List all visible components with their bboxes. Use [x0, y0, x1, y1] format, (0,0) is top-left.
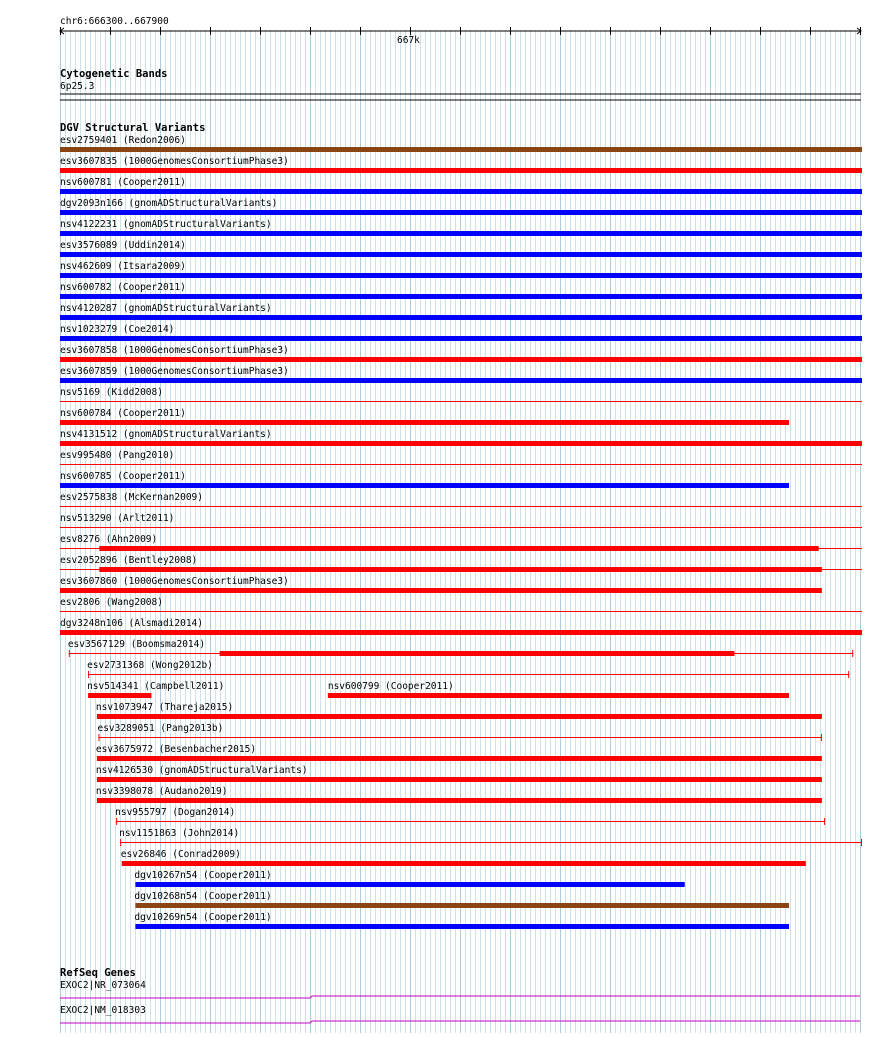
variant-bar[interactable]	[60, 336, 862, 341]
variant-label: nsv4126530 (gnomADStructuralVariants)	[95, 765, 308, 776]
variant-label: esv3675972 (Besenbacher2015)	[95, 744, 257, 755]
variant-label: esv995480 (Pang2010)	[60, 450, 175, 461]
variant-bar[interactable]	[88, 693, 151, 698]
variant-bar[interactable]	[60, 147, 862, 152]
variant-label: esv3607858 (1000GenomesConsortiumPhase3)	[60, 345, 289, 356]
variant-row[interactable]	[96, 765, 822, 782]
variant-label: esv3567129 (Boomsma2014)	[67, 639, 206, 650]
variant-row[interactable]	[60, 408, 789, 425]
variant-bar[interactable]	[60, 420, 789, 425]
variant-row[interactable]	[96, 702, 822, 719]
variant-bar[interactable]	[135, 924, 789, 929]
variant-bar[interactable]	[328, 693, 789, 698]
variant-row[interactable]	[134, 870, 684, 887]
variant-label: esv2052896 (Bentley2008)	[60, 555, 198, 566]
variant-label: esv3607860 (1000GenomesConsortiumPhase3)	[60, 576, 289, 587]
variant-label: dgv3248n106 (Alsmadi2014)	[60, 618, 203, 629]
variant-label: nsv4120287 (gnomADStructuralVariants)	[60, 303, 272, 314]
variant-bar[interactable]	[60, 378, 862, 383]
variant-label: nsv600799 (Cooper2011)	[327, 681, 454, 692]
variant-bar[interactable]	[97, 798, 822, 803]
variant-label: esv3607859 (1000GenomesConsortiumPhase3)	[60, 366, 289, 377]
variant-bar[interactable]	[60, 588, 822, 593]
variant-label: esv2731368 (Wong2012b)	[87, 660, 213, 671]
variant-label: esv3607835 (1000GenomesConsortiumPhase3)	[60, 156, 289, 167]
variant-label: nsv600785 (Cooper2011)	[60, 471, 186, 482]
ruler-range-label: chr6:666300..667900	[60, 16, 169, 27]
variant-row[interactable]	[121, 849, 806, 866]
gene-label: EXOC2|NR_073064	[60, 980, 146, 991]
variant-label: esv26846 (Conrad2009)	[120, 849, 241, 860]
variant-bar[interactable]	[60, 252, 862, 257]
variant-row[interactable]	[87, 660, 849, 678]
variant-label: nsv1073947 (Thareja2015)	[95, 702, 234, 713]
variant-bar[interactable]	[60, 483, 789, 488]
variant-label: dgv10268n54 (Cooper2011)	[134, 891, 272, 902]
variant-label: nsv955797 (Dogan2014)	[115, 807, 236, 818]
variant-row[interactable]	[97, 723, 821, 741]
variant-label: esv3289051 (Pang2013b)	[97, 723, 224, 734]
variant-bar[interactable]	[122, 861, 806, 866]
variant-bar[interactable]	[97, 714, 822, 719]
variant-row[interactable]	[96, 744, 822, 761]
variant-bar[interactable]	[135, 903, 789, 908]
variant-bar[interactable]	[60, 189, 862, 194]
variant-label: dgv10269n54 (Cooper2011)	[134, 912, 272, 923]
variant-label: esv2806 (Wang2008)	[60, 597, 163, 608]
variant-bar[interactable]	[97, 777, 822, 782]
variant-label: esv2759401 (Redon2006)	[60, 135, 186, 146]
variant-bar[interactable]	[60, 357, 862, 362]
variant-row[interactable]	[87, 681, 789, 698]
refseq-track-title: RefSeq Genes	[60, 967, 136, 979]
variant-label: dgv10267n54 (Cooper2011)	[134, 870, 272, 881]
variant-bar[interactable]	[60, 210, 862, 215]
variant-label: nsv600782 (Cooper2011)	[60, 282, 186, 293]
gene-label: EXOC2|NM_018303	[60, 1005, 146, 1016]
variant-core-bar[interactable]	[99, 567, 822, 572]
variant-label: nsv513290 (Arlt2011)	[60, 513, 175, 524]
variant-label: nsv3398078 (Audano2019)	[95, 786, 228, 797]
cytoband-track-title: Cytogenetic Bands	[60, 68, 168, 80]
variant-label: esv2575838 (McKernan2009)	[60, 492, 203, 503]
variant-bar[interactable]	[60, 294, 862, 299]
variant-label: nsv5169 (Kidd2008)	[60, 387, 163, 398]
variant-label: nsv514341 (Campbell2011)	[87, 681, 225, 692]
variant-label: esv3576089 (Uddin2014)	[60, 240, 186, 251]
variant-bar[interactable]	[60, 273, 862, 278]
variant-label: nsv1023279 (Coe2014)	[60, 324, 175, 335]
variant-label: esv8276 (Ahn2009)	[60, 534, 158, 545]
cytoband-label: 6p25.3	[60, 81, 95, 92]
variant-label: nsv4131512 (gnomADStructuralVariants)	[60, 429, 272, 440]
variant-bar[interactable]	[60, 441, 862, 446]
variant-label: nsv1151863 (John2014)	[119, 828, 240, 839]
variant-bar[interactable]	[60, 168, 862, 173]
variant-label: nsv600781 (Cooper2011)	[60, 177, 186, 188]
variant-label: nsv4122231 (gnomADStructuralVariants)	[60, 219, 272, 230]
variant-label: dgv2093n166 (gnomADStructuralVariants)	[60, 198, 278, 209]
variant-bar[interactable]	[135, 882, 684, 887]
variant-bar[interactable]	[60, 630, 862, 635]
variant-row[interactable]	[96, 786, 822, 803]
variant-bar[interactable]	[60, 231, 862, 236]
variant-label: nsv462609 (Itsara2009)	[60, 261, 186, 272]
variant-label: nsv600784 (Cooper2011)	[60, 408, 186, 419]
variant-row[interactable]	[60, 471, 789, 488]
variant-core-bar[interactable]	[220, 651, 735, 656]
variant-bar[interactable]	[60, 315, 862, 320]
dgv-track-title: DGV Structural Variants	[60, 122, 206, 134]
variant-bar[interactable]	[97, 756, 822, 761]
variant-core-bar[interactable]	[99, 546, 818, 551]
ruler-tick-label: 667k	[397, 35, 420, 46]
